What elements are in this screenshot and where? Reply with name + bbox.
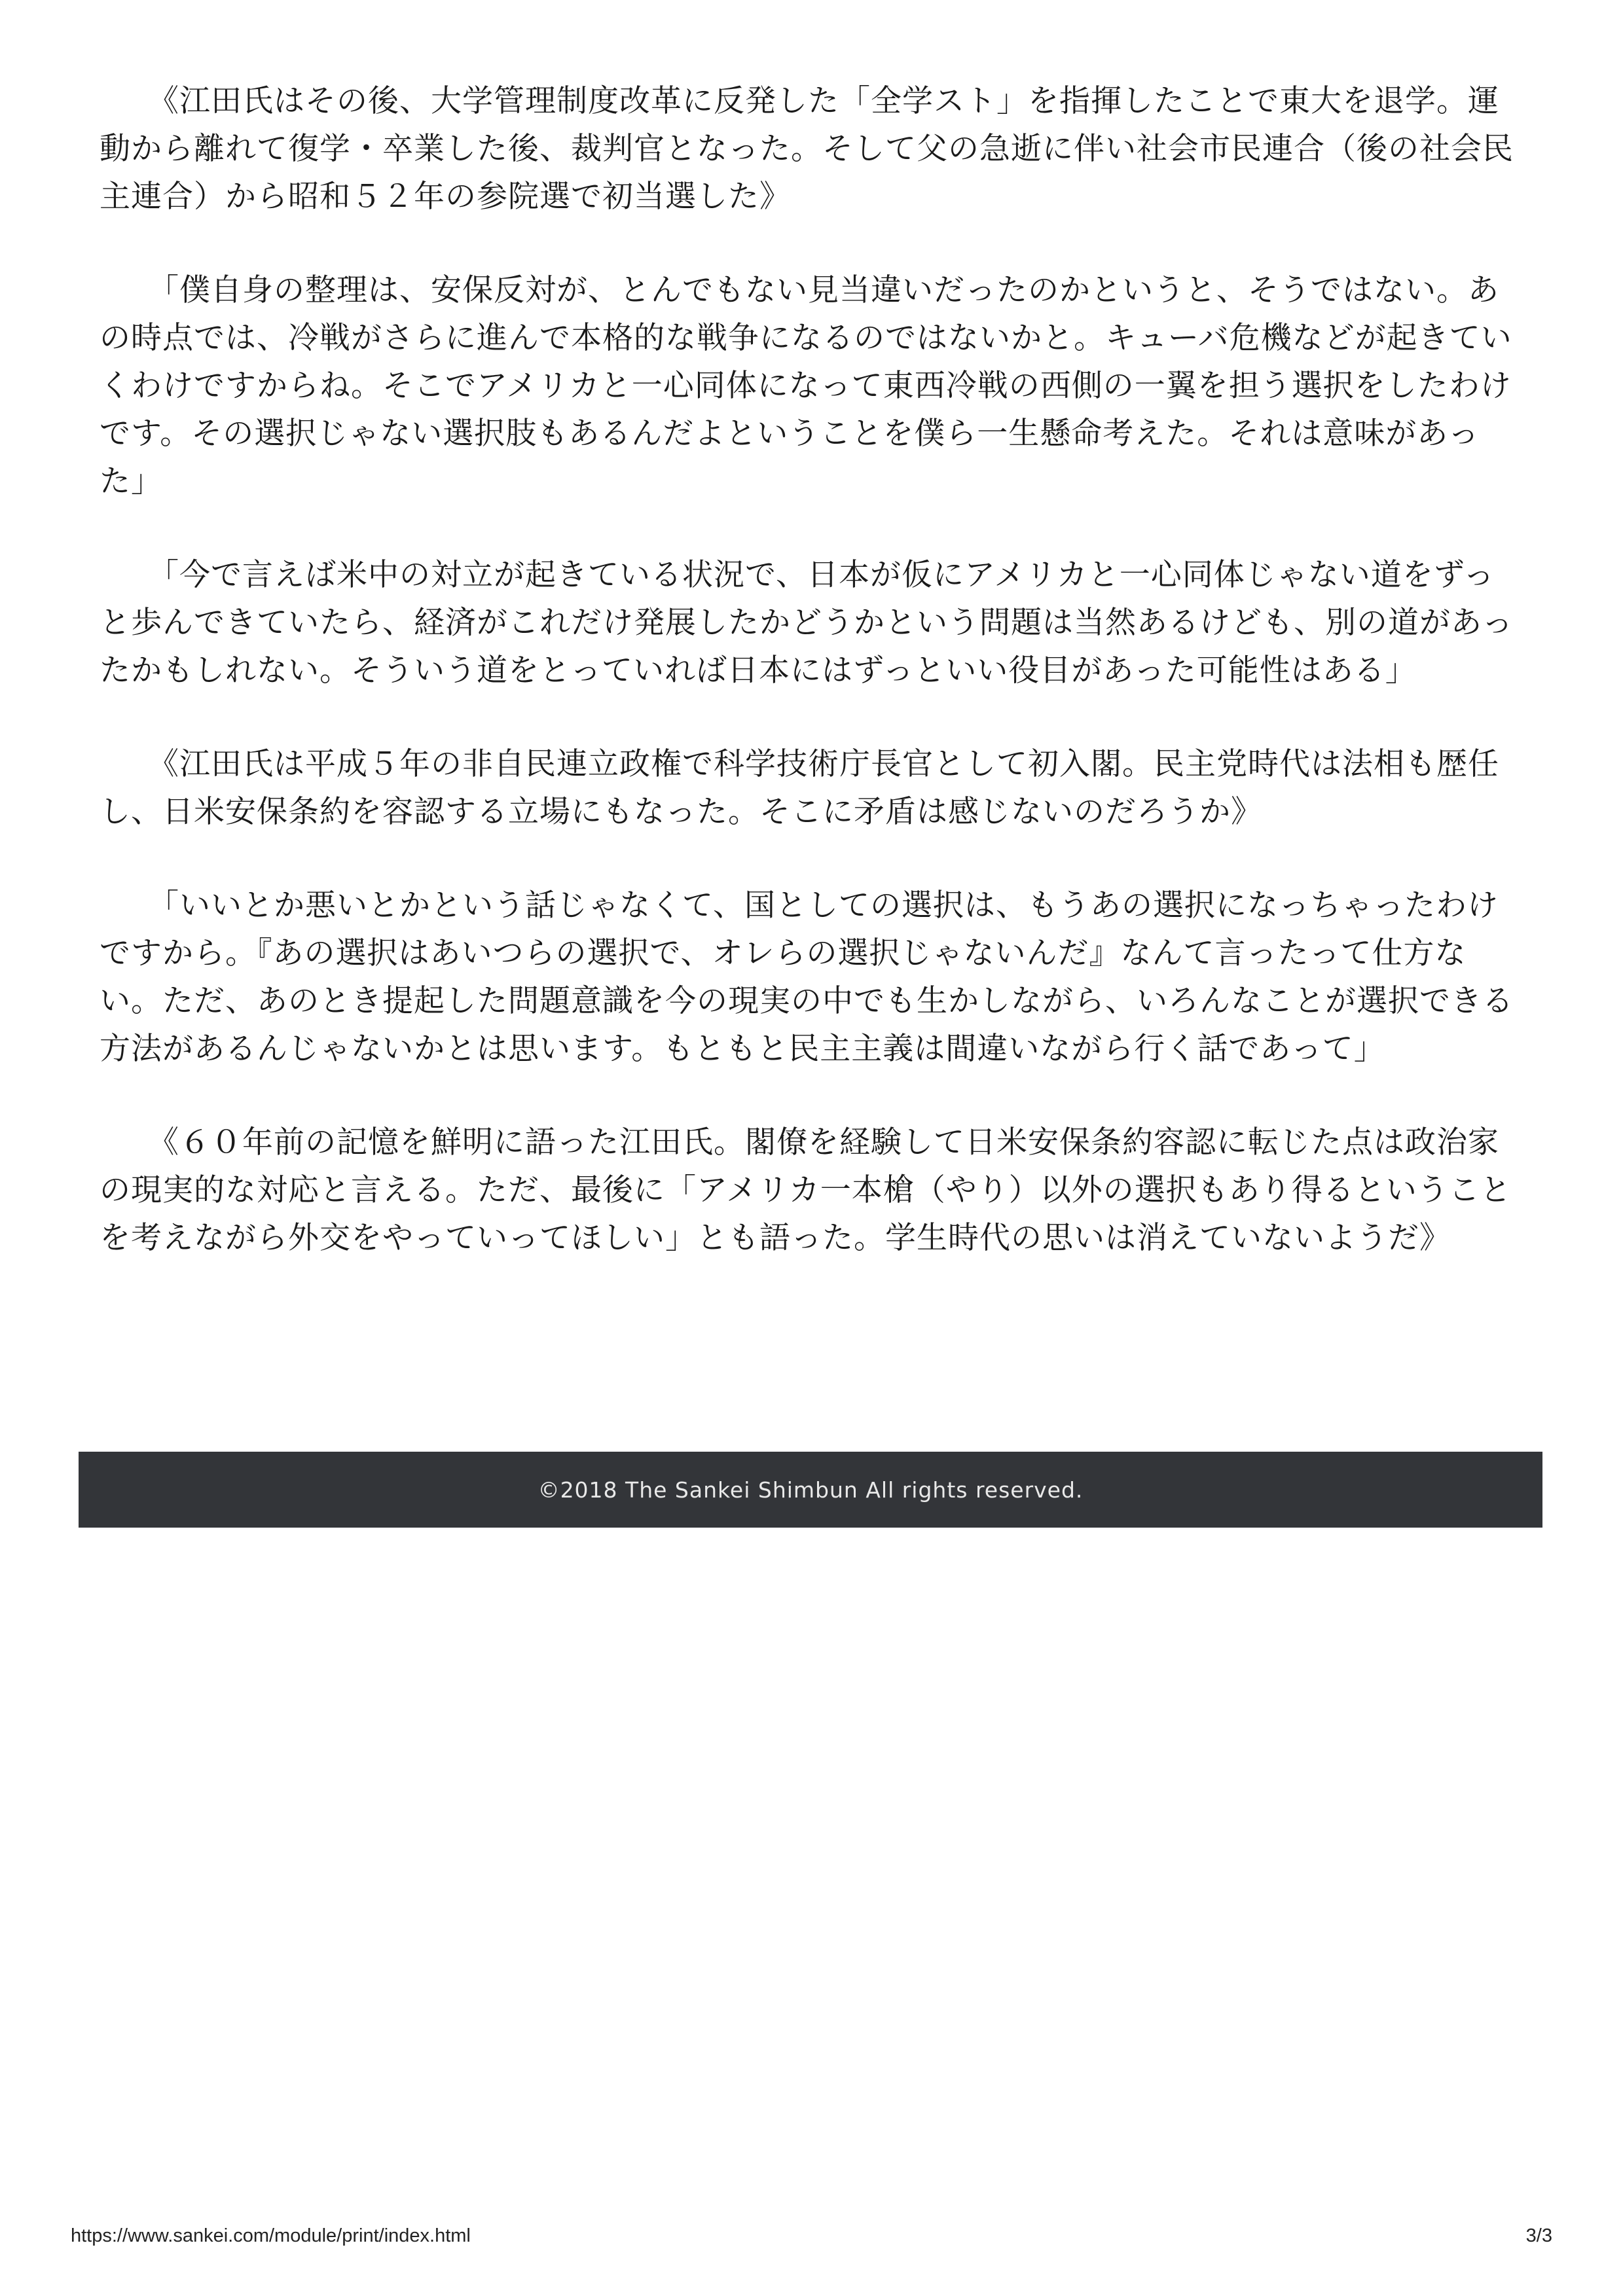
article-paragraph: 《江田氏は平成５年の非自民連立政権で科学技術庁長官として初入閣。民主党時代は法相も歴任し、日米安保条約を容認する立場にもなった。そこに矛盾は感じないのだろうか》 (100, 746, 1499, 830)
article-paragraph: 《６０年前の記憶を鮮明に語った江田氏。閣僚を経験して日米安保条約容認に転じた点は政治家の現実的な対応と言える。ただ、最後に「アメリカ一本槍（やり）以外の選択もあり得るということを考えながら外交をやっていってほしい」とも語った。学生時代の思いは消えていないようだ》 (100, 1124, 1512, 1256)
copyright-text: ©2018 The Sankei Shimbun All rights reserved. (538, 1477, 1084, 1503)
article-paragraph: 「いいとか悪いとかという話じゃなくて、国としての選択は、もうあの選択になっちゃったわけですから。『あの選択はあいつらの選択で、オレらの選択じゃないんだ』なんて言ったって仕方ない。ただ、あのとき提起した問題意識を今の現実の中でも生かしながら、いろんなことが選択できる方法があるんじゃないかとは思います。もともと民主主義は間違いながら行く話であって」 (100, 888, 1514, 1067)
print-page-url: https://www.sankei.com/module/print/index.html (71, 2225, 471, 2246)
print-page-number: 3/3 (1525, 2225, 1552, 2246)
article-paragraph: 「今で言えば米中の対立が起きている状況で、日本が仮にアメリカと一心同体じゃない道をずっと歩んできていたら、経済がこれだけ発展したかどうかという問題は当然あるけども、別の道があったかもしれない。そういう道をとっていれば日本にはずっといい役目があった可能性はある」 (100, 557, 1514, 689)
copyright-footer (79, 1452, 1542, 1528)
article-body (100, 77, 1520, 1308)
article-paragraph: 《江田氏はその後、大学管理制度改革に反発した「全学スト」を指揮したことで東大を退学。運動から離れて復学・卒業した後、裁判官となった。そして父の急逝に伴い社会市民連合（後の社会民主連合）から昭和５２年の参院選で初当選した》 (100, 83, 1514, 215)
article-paragraph: 「僕自身の整理は、安保反対が、とんでもない見当違いだったのかというと、そうではない。あの時点では、冷戦がさらに進んで本格的な戦争になるのではないかと。キューバ危機などが起きていくわけですからね。そこでアメリカと一心同体になって東西冷戦の西側の一翼を担う選択をしたわけです。その選択じゃない選択肢もあるんだよということを僕ら一生懸命考えた。それは意味があった」 (100, 272, 1512, 499)
